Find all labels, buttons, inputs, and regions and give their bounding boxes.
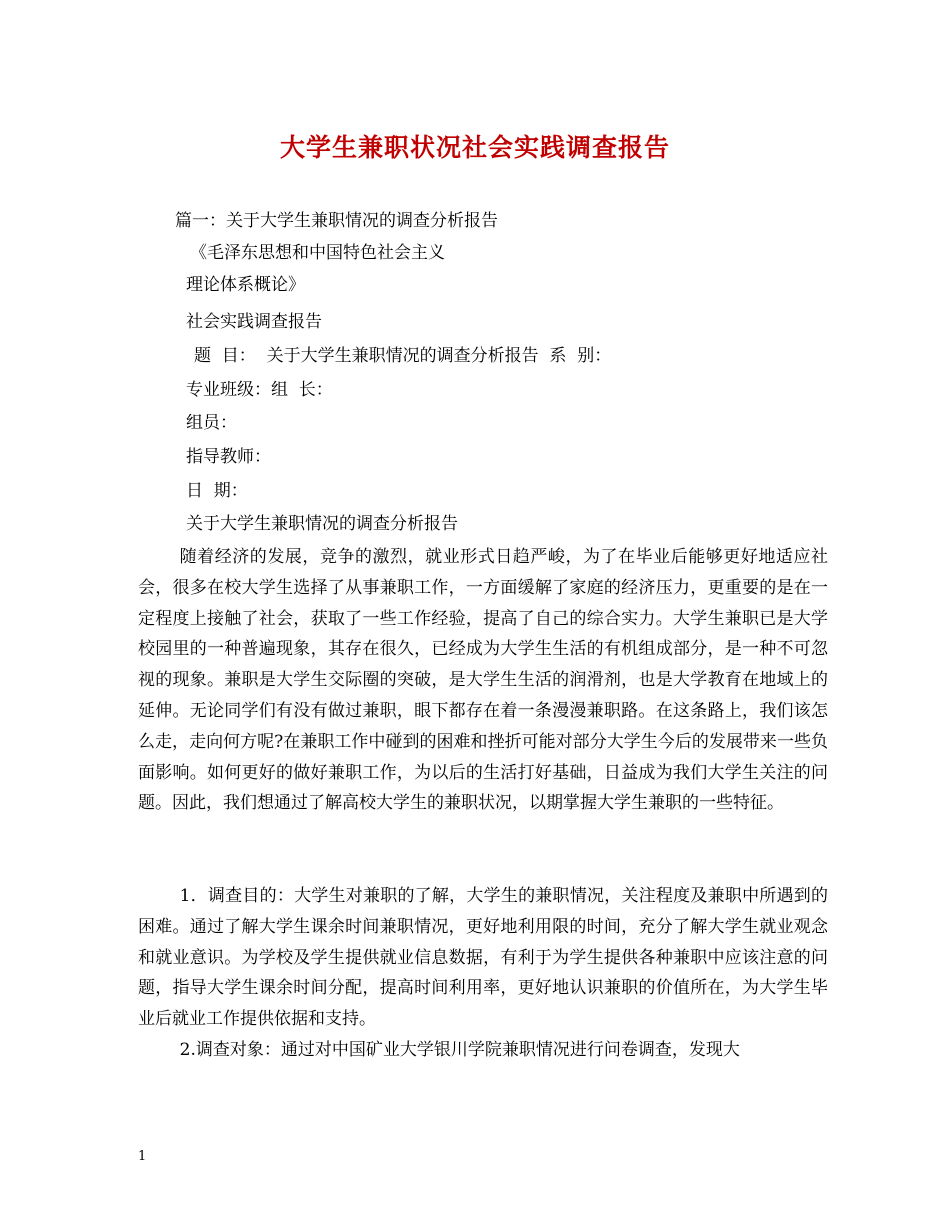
header-line-section: 篇一：关于大学生兼职情况的调查分析报告 xyxy=(175,211,498,231)
header-line-advisor: 指导教师： xyxy=(186,447,271,467)
header-line-course-2: 理论体系概论》 xyxy=(186,275,305,295)
header-line-topic: 题 目： 关于大学生兼职情况的调查分析报告 系 别： xyxy=(194,346,612,366)
header-line-report-type: 社会实践调查报告 xyxy=(186,312,322,332)
paragraph-intro: 随着经济的发展，竞争的激烈，就业形式日趋严峻，为了在毕业后能够更好地适应社会，很多在校大学生选择了从事兼职工作，一方面缓解了家庭的经济压力，更重要的是在一定程度上接触了社会，获取了一些工作经验，提高了自己的综合实力。大学生兼职已是大学校园里的一种普遍现象，其存在很久，已经成为大学生生活的有机组成部分，是一种不可忽视的现象。兼职是大学生交际圈的突破，是大学生生活的润滑剂，也是大学教育在地域上的延伸。无论同学们有没有做过兼职，眼下都存在着一条漫漫兼职路。在这条路上，我们该怎么走，走向何方呢?在兼职工作中碰到的困难和挫折可能对部分大学生今后的发展带来一些负面影响。如何更好的做好兼职工作，为以后的生活打好基础，日益成为我们大学生关注的问题。因此，我们想通过了解高校大学生的兼职状况，以期掌握大学生兼职的一些特征。 xyxy=(138,547,828,814)
header-line-class: 专业班级：组 长： xyxy=(186,380,333,400)
header-line-course-1: 《毛泽东思想和中国特色社会主义 xyxy=(190,243,445,263)
header-line-members: 组员： xyxy=(186,413,237,433)
document-title: 大学生兼职状况社会实践调查报告 xyxy=(279,133,670,162)
header-line-date: 日 期： xyxy=(186,481,248,501)
report-subtitle: 关于大学生兼职情况的调查分析报告 xyxy=(186,514,458,534)
paragraph-purpose: 1．调查目的：大学生对兼职的了解，大学生的兼职情况，关注程度及兼职中所遇到的困难。通过了解大学生课余时间兼职情况，更好地利用限的时间，充分了解大学生就业观念和就业意识。为学校及学生提供就业信息数据，有利于为学生提供各种兼职中应该注意的问题，指导大学生课余时间分配，提高时间利用率，更好地认识兼职的价值所在，为大学生毕业后就业工作提供依据和支持。 xyxy=(138,886,828,1030)
paragraph-subjects: 2.调查对象：通过对中国矿业大学银川学院兼职情况进行问卷调查，发现大 xyxy=(179,1040,740,1060)
page-number: 1 xyxy=(138,1149,147,1164)
